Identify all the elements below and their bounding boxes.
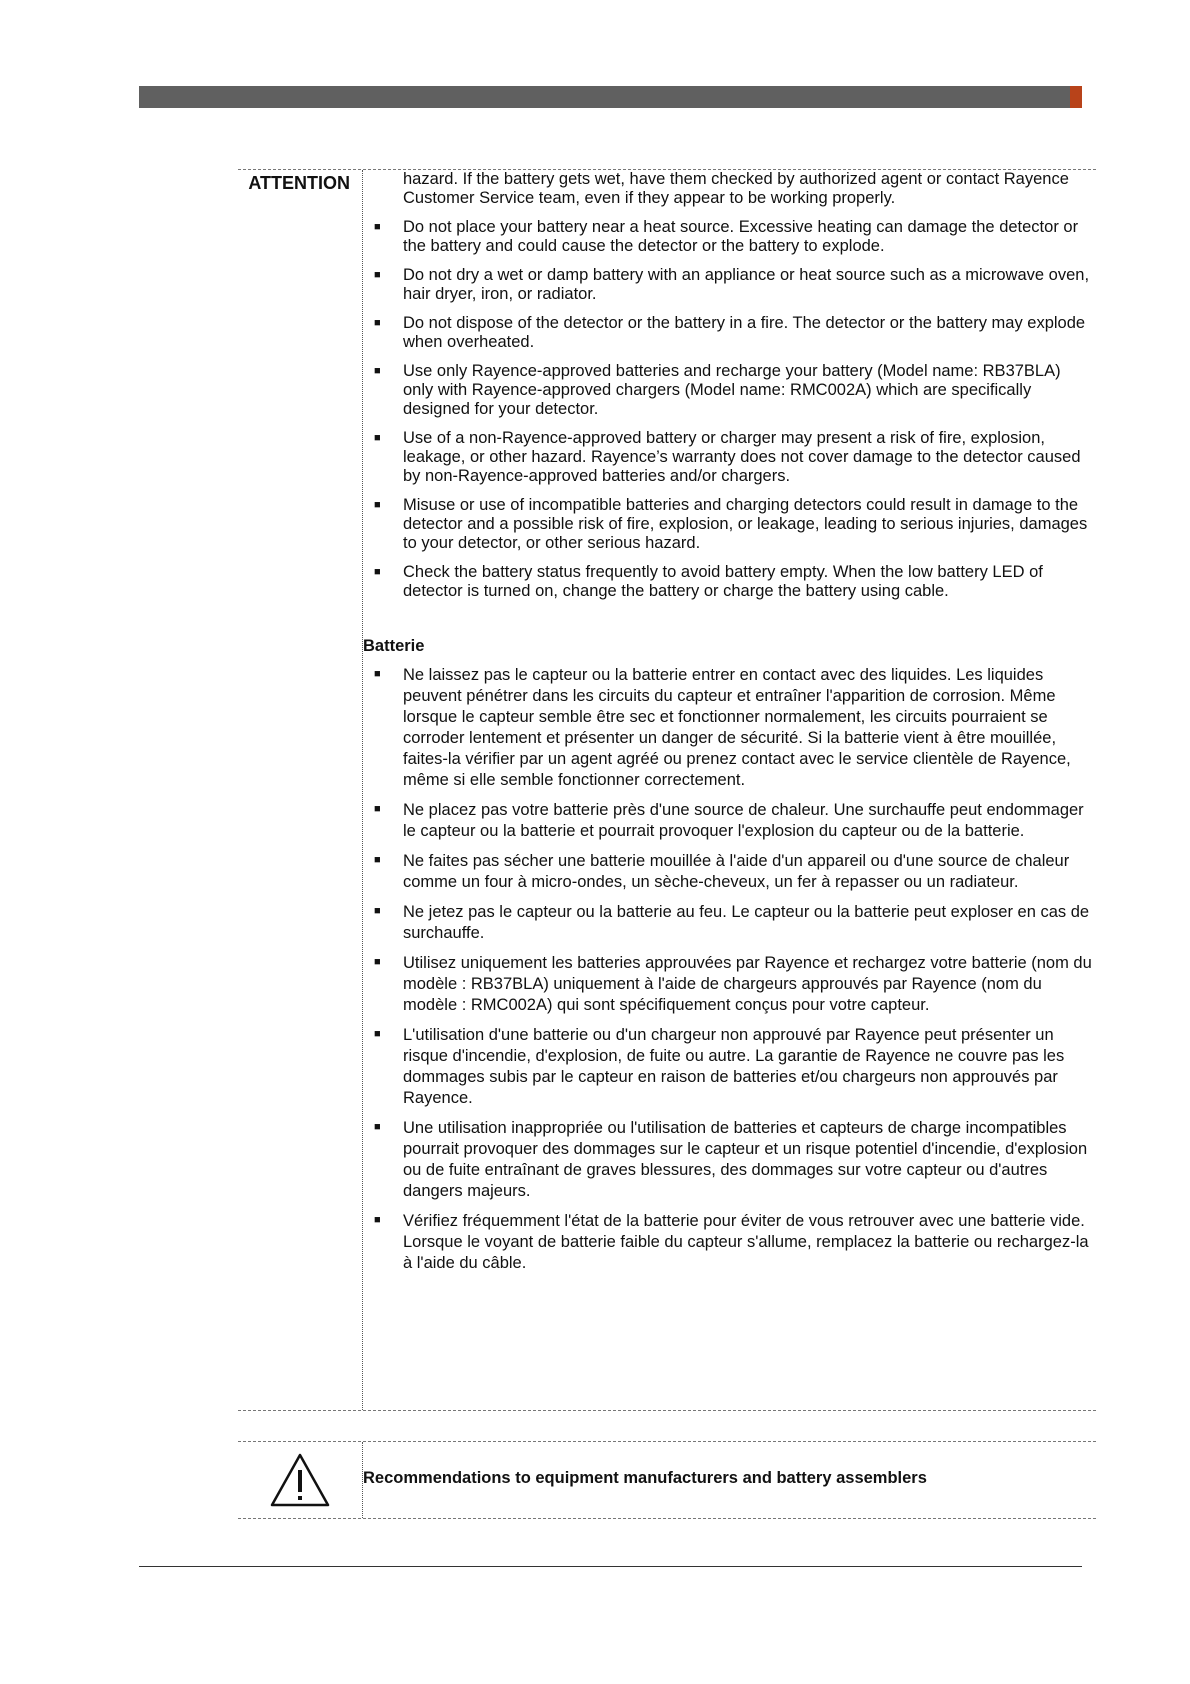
warning-title: Recommendations to equipment manufacturers and battery assemblers	[363, 1469, 927, 1487]
list-item-text: Ne jetez pas le capteur ou la batterie au feu. Le capteur ou la batterie peut exploser en cas de surchauffe.	[403, 903, 1090, 942]
list-item-text: Do not dispose of the detector or the battery in a fire. The detector or the battery may explode when overheated.	[403, 314, 1086, 351]
list-item-text: Utilisez uniquement les batteries approuvées par Rayence et rechargez votre batterie (nom du modèle : RB37BLA) uniquement à l'aide de chargeurs approuvés par Rayence (nom du modèle : RMC002A) qui sont spécifiquement conçus pour votre capteur.	[403, 954, 1092, 1014]
square-bullet-icon: ■	[374, 854, 381, 866]
attention-label: ATTENTION	[248, 173, 350, 193]
list-item-text: Use of a non-Rayence-approved battery or charger may present a risk of fire, explosion, leakage, or other hazard. Rayence’s warranty does not cover damage to the detector caused by non-Rayence-approved batteries and/or chargers.	[403, 429, 1081, 485]
square-bullet-icon: ■	[374, 905, 381, 917]
list-item	[363, 1118, 1093, 1202]
warning-block	[238, 1441, 1096, 1519]
square-bullet-icon: ■	[374, 803, 381, 815]
french-bullet-list	[363, 665, 1093, 1274]
list-item-text: Vérifiez fréquemment l'état de la batterie pour éviter de vous retrouver avec une batterie vide. Lorsque le voyant de batterie faible du capteur s'allume, remplacez la batterie ou rechargez-la à l'aide du câble.	[403, 1212, 1089, 1272]
square-bullet-icon: ■	[374, 317, 381, 329]
square-bullet-icon: ■	[374, 1214, 381, 1226]
list-item-text: Check the battery status frequently to avoid battery empty. When the low battery LED of detector is turned on, change the battery or charge the battery using cable.	[403, 563, 1043, 600]
square-bullet-icon: ■	[374, 221, 381, 233]
list-item-text: L'utilisation d'une batterie ou d'un chargeur non approuvé par Rayence peut présenter un risque d'incendie, d'explosion, de fuite ou autre. La garantie de Rayence ne couvre pas les dommages subis par le capteur en raison de batteries et/ou chargeurs non approuvés par Rayence.	[403, 1026, 1065, 1107]
square-bullet-icon: ■	[374, 668, 381, 680]
section-title-batterie: Batterie	[363, 637, 425, 655]
list-item-text: Une utilisation inappropriée ou l'utilisation de batteries et capteurs de charge incompatibles pourrait provoquer des dommages sur le capteur et un risque potentiel d'incendie, d'explosion ou de fuite entraînant de graves blessures, des dommages sur votre capteur ou d'autres dangers majeurs.	[403, 1119, 1088, 1200]
list-item-text: Do not dry a wet or damp battery with an appliance or heat source such as a microwave oven, hair dryer, iron, or radiator.	[403, 266, 1090, 303]
list-item	[363, 429, 1093, 486]
list-item	[363, 800, 1093, 842]
square-bullet-icon: ■	[374, 269, 381, 281]
list-item-text: Ne laissez pas le capteur ou la batterie entrer en contact avec des liquides. Les liquides peuvent pénétrer dans les circuits du capteur et entraîner l'apparition de corrosion. Même lorsque le capteur semble être sec et fonctionner normalement, les circuits pourraient se corroder lentement et présenter un danger de sécurité. Si la batterie vient à être mouillée, faites-la vérifier par un agent agréé ou prenez contact avec le service clientèle de Rayence, même si elle semble fonctionner correctement.	[403, 666, 1071, 789]
list-item-text: Do not place your battery near a heat source. Excessive heating can damage the detector or the battery and could cause the detector or the battery to explode.	[403, 218, 1079, 255]
list-item	[363, 266, 1093, 304]
square-bullet-icon: ■	[374, 499, 381, 511]
list-item	[363, 314, 1093, 352]
attention-label-cell	[238, 170, 363, 1410]
continued-paragraph: hazard. If the battery gets wet, have them checked by authorized agent or contact Rayence Customer Service team, even if they appear to be working properly.	[403, 170, 1069, 207]
english-bullet-list	[363, 218, 1093, 601]
square-bullet-icon: ■	[374, 1121, 381, 1133]
list-item-text: Use only Rayence-approved batteries and recharge your battery (Model name: RB37BLA) only with Rayence-approved chargers (Model name: RMC002A) which are specifically designed for your detector.	[403, 362, 1061, 418]
square-bullet-icon: ■	[374, 956, 381, 968]
list-item	[363, 1211, 1093, 1274]
square-bullet-icon: ■	[374, 566, 381, 578]
footer-rule	[139, 1566, 1082, 1567]
list-item	[363, 362, 1093, 419]
list-item	[363, 665, 1093, 791]
warning-icon-cell	[238, 1442, 363, 1518]
list-item-text: Misuse or use of incompatible batteries and charging detectors could result in damage to the detector and a possible risk of fire, explosion, or leakage, leading to serious injuries, damages to your detector, or other serious hazard.	[403, 496, 1088, 552]
list-item-text: Ne faites pas sécher une batterie mouillée à l'aide d'un appareil ou d'une source de chaleur comme un four à micro-ondes, un sèche-cheveux, un fer à repasser ou un radiateur.	[403, 852, 1070, 891]
list-item	[363, 496, 1093, 553]
header-accent	[1070, 86, 1082, 108]
square-bullet-icon: ■	[374, 1028, 381, 1040]
attention-block	[238, 169, 1096, 1411]
warning-triangle-icon	[269, 1452, 331, 1508]
list-item-text: Ne placez pas votre batterie près d'une source de chaleur. Une surchauffe peut endommager le capteur ou la batterie et pourrait provoquer l'explosion du capteur ou de la batterie.	[403, 801, 1084, 840]
list-item	[363, 1025, 1093, 1109]
attention-content	[363, 170, 1093, 1274]
square-bullet-icon: ■	[374, 432, 381, 444]
header-bar	[139, 86, 1070, 108]
list-item	[363, 902, 1093, 944]
list-item	[363, 563, 1093, 601]
list-item	[363, 851, 1093, 893]
square-bullet-icon: ■	[374, 365, 381, 377]
list-item	[363, 218, 1093, 256]
list-item	[363, 953, 1093, 1016]
